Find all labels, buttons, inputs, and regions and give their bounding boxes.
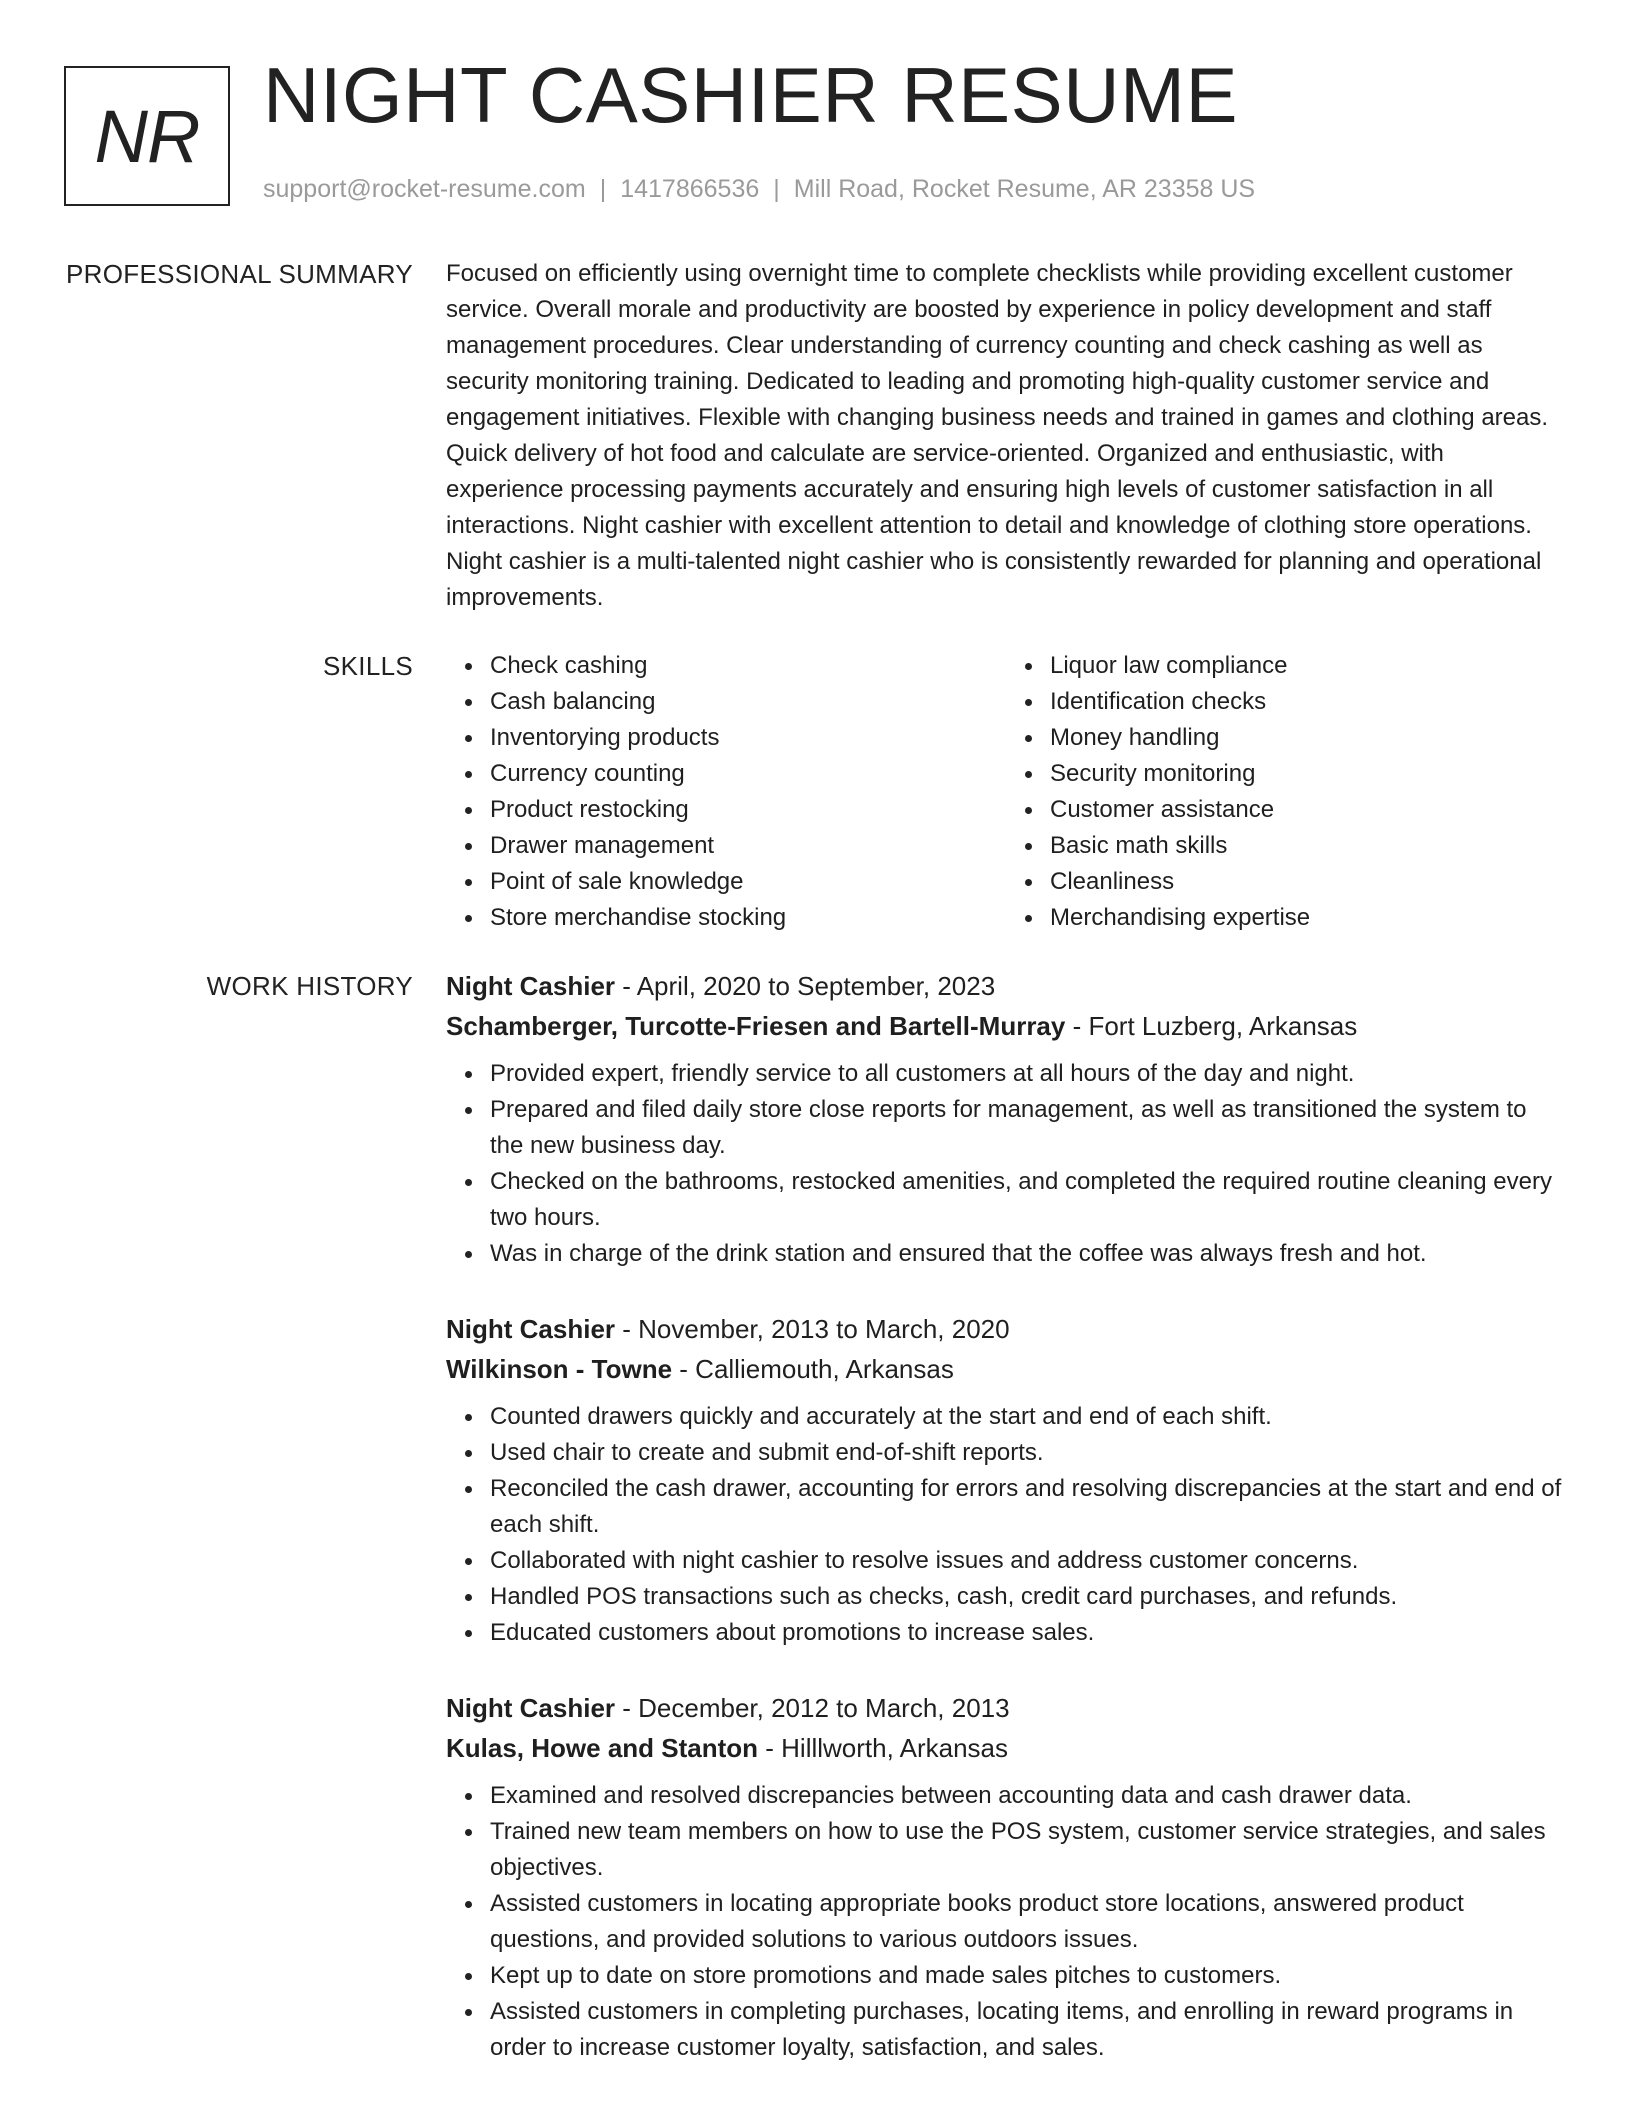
contact-separator: | bbox=[773, 175, 780, 203]
job-dates: November, 2013 to March, 2020 bbox=[638, 1314, 1010, 1344]
skill-item: Basic math skills bbox=[1050, 828, 1566, 864]
job-bullet-item: Collaborated with night cashier to resolve issues and address customer concerns. bbox=[490, 1543, 1566, 1579]
skill-item: Merchandising expertise bbox=[1050, 900, 1566, 936]
job-bullet-item: Reconciled the cash drawer, accounting for errors and resolving discrepancies at the start and end of each shift. bbox=[490, 1471, 1566, 1543]
skill-item: Liquor law compliance bbox=[1050, 648, 1566, 684]
job-title-line bbox=[446, 1688, 1566, 1728]
job-title: Night Cashier bbox=[446, 1693, 616, 1723]
skills-list-right bbox=[1006, 648, 1566, 936]
job-location: Fort Luzberg, Arkansas bbox=[1088, 1011, 1358, 1041]
dash-separator: - bbox=[615, 1693, 639, 1723]
job-location: Calliemouth, Arkansas bbox=[695, 1354, 954, 1384]
skill-item: Inventorying products bbox=[490, 720, 1006, 756]
job-company-line bbox=[446, 1728, 1566, 1768]
section-heading: PROFESSIONAL SUMMARY bbox=[66, 259, 413, 289]
skill-item: Security monitoring bbox=[1050, 756, 1566, 792]
contact-address: Mill Road, Rocket Resume, AR 23358 US bbox=[793, 175, 1256, 203]
job-bullet-item: Used chair to create and submit end-of-shift reports. bbox=[490, 1435, 1566, 1471]
skill-item: Check cashing bbox=[490, 648, 1006, 684]
job-bullets bbox=[446, 1399, 1566, 1651]
job-title-line bbox=[446, 1309, 1566, 1349]
skills-body bbox=[446, 648, 1566, 936]
job-entry bbox=[446, 966, 1566, 1272]
contact-phone[interactable]: 1417866536 bbox=[620, 175, 760, 203]
contact-email[interactable]: support@rocket-resume.com bbox=[263, 175, 586, 203]
job-company: Kulas, Howe and Stanton bbox=[446, 1733, 759, 1763]
job-bullet-item: Assisted customers in locating appropriate books product store locations, answered product questions, and provided solutions to various outdoors issues. bbox=[490, 1886, 1566, 1958]
skill-item: Cash balancing bbox=[490, 684, 1006, 720]
job-company: Schamberger, Turcotte-Friesen and Bartell-Murray bbox=[446, 1011, 1066, 1041]
job-company-line bbox=[446, 1006, 1566, 1046]
job-company: Wilkinson - Towne bbox=[446, 1354, 673, 1384]
job-title-line bbox=[446, 966, 1566, 1006]
summary-text: Focused on efficiently using overnight time to complete checklists while providing excellent customer service. Overall morale and productivity are boosted by experience in policy development and staff management procedures. Clear understanding of currency counting and check cashing as well as security monitoring training. Dedicated to leading and promoting high-quality customer service and engagement initiatives. Flexible with changing business needs and trained in games and clothing areas. Quick delivery of hot food and calculate are service-oriented. Organized and enthusiastic, with experience processing payments accurately and ensuring high levels of customer satisfaction in all interactions. Night cashier with excellent attention to detail and knowledge of clothing store operations. Night cashier is a multi-talented night cashier who is consistently rewarded for planning and operational improvements. bbox=[446, 260, 1549, 611]
job-bullet-item: Handled POS transactions such as checks, cash, credit card purchases, and refunds. bbox=[490, 1579, 1566, 1615]
job-bullets bbox=[446, 1778, 1566, 2066]
skill-item: Point of sale knowledge bbox=[490, 864, 1006, 900]
job-entry bbox=[446, 1309, 1566, 1651]
skill-item: Store merchandise stocking bbox=[490, 900, 1006, 936]
contact-separator: | bbox=[599, 175, 607, 203]
job-dates: December, 2012 to March, 2013 bbox=[638, 1693, 1010, 1723]
job-bullet-item: Was in charge of the drink station and ensured that the coffee was always fresh and hot. bbox=[490, 1236, 1566, 1272]
dash-separator: - bbox=[615, 1314, 639, 1344]
resume-title: NIGHT CASHIER RESUME bbox=[263, 51, 1239, 139]
contact-line bbox=[263, 175, 1255, 204]
skill-item: Cleanliness bbox=[1050, 864, 1566, 900]
dash-separator: - bbox=[615, 971, 637, 1001]
skill-item: Identification checks bbox=[1050, 684, 1566, 720]
job-bullet-item: Prepared and filed daily store close reports for management, as well as transitioned the system to the new business day. bbox=[490, 1092, 1566, 1164]
dash-separator: - bbox=[758, 1733, 782, 1763]
monogram-badge bbox=[64, 66, 230, 206]
job-title: Night Cashier bbox=[446, 1314, 616, 1344]
job-entry bbox=[446, 1688, 1566, 2066]
summary-body bbox=[446, 256, 1566, 616]
job-bullet-item: Trained new team members on how to use the POS system, customer service strategies, and sales objectives. bbox=[490, 1814, 1566, 1886]
monogram-initials: NR bbox=[94, 94, 200, 178]
work-history-body bbox=[446, 966, 1566, 2103]
skill-item: Currency counting bbox=[490, 756, 1006, 792]
job-bullets bbox=[446, 1056, 1566, 1272]
dash-separator: - bbox=[672, 1354, 696, 1384]
job-bullet-item: Kept up to date on store promotions and made sales pitches to customers. bbox=[490, 1958, 1566, 1994]
job-location: Hilllworth, Arkansas bbox=[781, 1733, 1008, 1763]
job-bullet-item: Counted drawers quickly and accurately at the start and end of each shift. bbox=[490, 1399, 1566, 1435]
skill-item: Drawer management bbox=[490, 828, 1006, 864]
job-dates: April, 2020 to September, 2023 bbox=[636, 971, 996, 1001]
skill-item: Product restocking bbox=[490, 792, 1006, 828]
skills-columns bbox=[446, 648, 1566, 936]
skill-item: Customer assistance bbox=[1050, 792, 1566, 828]
job-bullet-item: Provided expert, friendly service to all customers at all hours of the day and night. bbox=[490, 1056, 1566, 1092]
section-heading: SKILLS bbox=[323, 651, 413, 681]
job-company-line bbox=[446, 1349, 1566, 1389]
job-bullet-item: Assisted customers in completing purchases, locating items, and enrolling in reward programs in order to increase customer loyalty, satisfaction, and sales. bbox=[490, 1994, 1566, 2066]
skills-list-left bbox=[446, 648, 1006, 936]
skill-item: Money handling bbox=[1050, 720, 1566, 756]
job-bullet-item: Examined and resolved discrepancies between accounting data and cash drawer data. bbox=[490, 1778, 1566, 1814]
dash-separator: - bbox=[1065, 1011, 1089, 1041]
job-bullet-item: Checked on the bathrooms, restocked amenities, and completed the required routine cleaning every two hours. bbox=[490, 1164, 1566, 1236]
job-bullet-item: Educated customers about promotions to increase sales. bbox=[490, 1615, 1566, 1651]
section-heading: WORK HISTORY bbox=[206, 971, 413, 1001]
job-title: Night Cashier bbox=[446, 971, 616, 1001]
